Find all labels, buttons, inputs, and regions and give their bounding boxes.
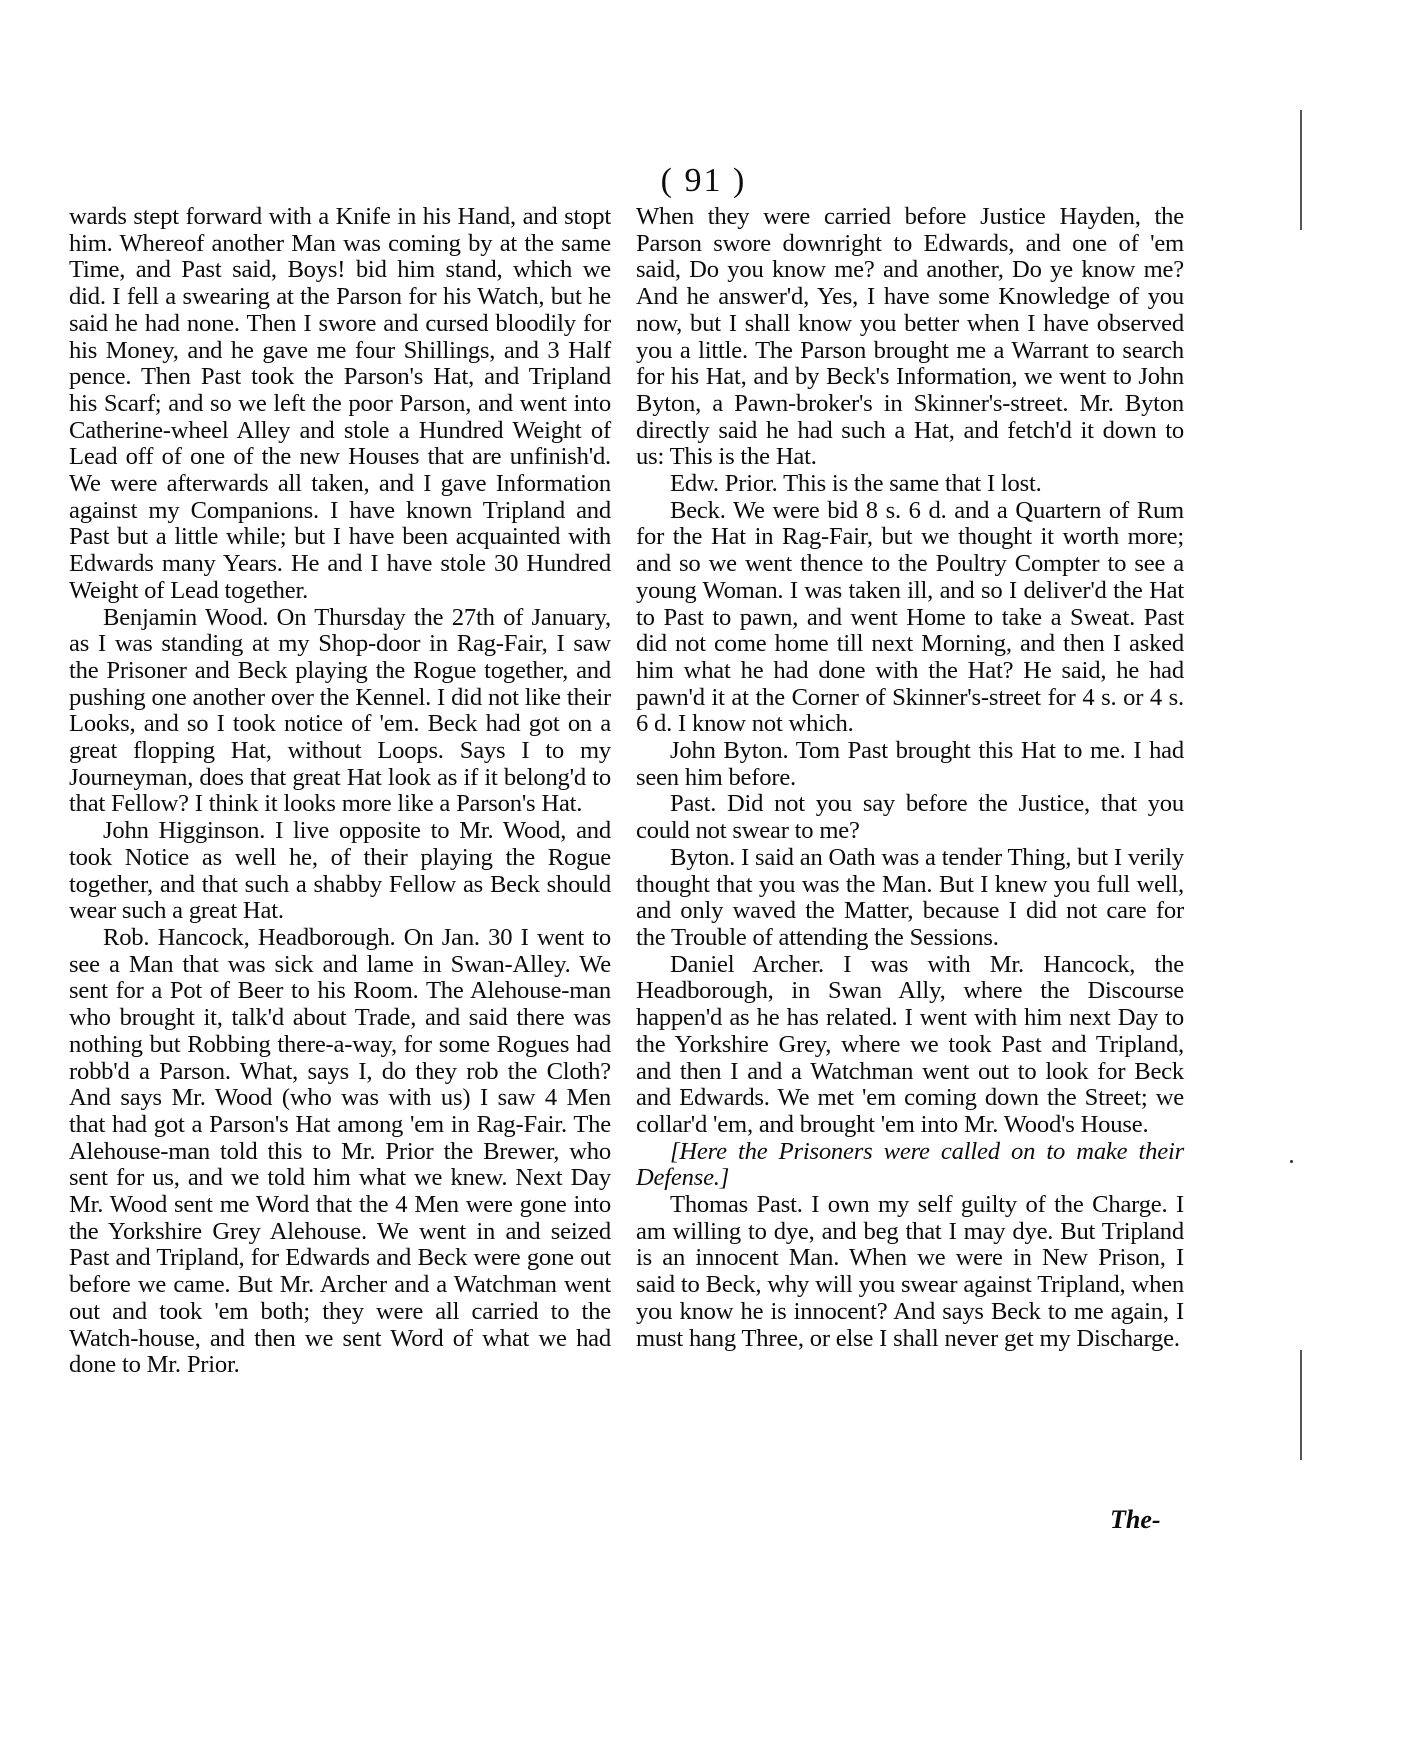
paragraph: Edw. Prior. This is the same that I lost. [670,470,1042,498]
paragraph: When they were carried before Justice Hayden, the Parson swore downright to Edwards, and one of 'em said, Do you know me? and another, Do ye know me? And he answer'd, Yes, I have some Knowledge of you now, but I shall know you better when I have observed you a little. The Parson brought me a Warrant to search for his Hat, and by Beck's Information, we went to John Byton, a Pawn-broker's in Skinner's-street. Mr. Byton directly said he had such a Hat, and fetch'd it down to us: This is the Hat. [636,203,1184,471]
paragraph: Rob. Hancock, Headborough. On Jan. 30 I went to see a Man that was sick and lame in Swan-Alley. We sent for a Pot of Beer to his Room. The Alehouse-man who brought it, talk'd about Trade, and said there was nothing but Robbing there-a-way, for some Rogues had robb'd a Parson. What, says I, do they rob the Cloth? And says Mr. Wood (who was with us) I saw 4 Men that had got a Parson's Hat among 'em in Rag-Fair. The Alehouse-man told this to Mr. Prior the Brewer, who sent for us, and we told him what we knew. Next Day Mr. Wood sent me Word that the 4 Men were gone into the Yorkshire Grey Alehouse. We went in and seized Past and Tripland, for Edwards and Beck were gone out before we came. But Mr. Archer and a Watchman went out and took 'em both; they were all carried to the Watch-house, and then we sent Word of what we had done to Mr. Prior. [69,923,611,1379]
scan-artifact [1290,1160,1293,1163]
paragraph: John Byton. Tom Past brought this Hat to me. I had seen him before. [636,737,1184,791]
page-number: ( 91 ) [660,162,747,199]
left-column [69,204,611,1379]
paragraph: [Here the Prisoners were called on to make their Defense.] [636,1137,1184,1192]
scan-artifact [1300,1350,1302,1460]
paragraph: Daniel Archer. I was with Mr. Hancock, the Headborough, in Swan Ally, where the Discourse happen'd as he has related. I went with him next Day to the Yorkshire Grey, where we took Past and Tripland, and then I and a Watchman went out to look for Beck and Edwards. We met 'em coming down the Street; we collar'd 'em, and brought 'em into Mr. Wood's House. [636,950,1184,1138]
right-column [636,204,1184,1352]
paragraph: Thomas Past. I own my self guilty of the Charge. I am willing to dye, and beg that I may dye. But Tripland is an innocent Man. When we were in New Prison, I said to Beck, why will you swear against Tripland, when you know he is innocent? And says Beck to me again, I must hang Three, or else I shall never get my Discharge. [636,1191,1184,1352]
paragraph: Past. Did not you say before the Justice, that you could not swear to me? [636,790,1184,845]
catchword: The- [1110,1505,1161,1534]
paragraph: John Higginson. I live opposite to Mr. Wood, and took Notice as well he, of their playing the Rogue together, and that such a shabby Fellow as Beck should wear such a great Hat. [69,817,611,925]
scan-artifact [1300,110,1302,230]
paragraph: Beck. We were bid 8 s. 6 d. and a Quartern of Rum for the Hat in Rag-Fair, but we thought it worth more; and so we went thence to the Poultry Compter to see a young Woman. I was taken ill, and so I deliver'd the Hat to Past to pawn, and went Home to take a Sweat. Past did not come home till next Morning, and then I asked him what he had done with the Hat? He said, he had pawn'd it at the Corner of Skinner's-street for 4 s. or 4 s. 6 d. I know not which. [636,496,1184,738]
paragraph: Byton. I said an Oath was a tender Thing, but I verily thought that you was the Man. But I knew you full well, and only waved the Matter, because I did not care for the Trouble of attending the Sessions. [636,843,1184,951]
paragraph: wards stept forward with a Knife in his Hand, and stopt him. Whereof another Man was coming by at the same Time, and Past said, Boys! bid him stand, which we did. I fell a swearing at the Parson for his Watch, but he said he had none. Then I swore and cursed bloodily for his Money, and he gave me four Shillings, and 3 Half pence. Then Past took the Parson's Hat, and Tripland his Scarf; and so we left the poor Parson, and went into Catherine-wheel Alley and stole a Hundred Weight of Lead off of one of the new Houses that are unfinish'd. We were afterwards all taken, and I gave Information against my Companions. I have known Tripland and Past but a little while; but I have been acquainted with Edwards many Years. He and I have stole 30 Hundred Weight of Lead together. [69,203,611,604]
paragraph: Benjamin Wood. On Thursday the 27th of January, as I was standing at my Shop-door in Rag-Fair, I saw the Prisoner and Beck playing the Rogue together, and pushing one another over the Kennel. I did not like their Looks, and so I took notice of 'em. Beck had got on a great flopping Hat, without Loops. Says I to my Journeyman, does that great Hat look as if it belong'd to that Fellow? I think it looks more like a Parson's Hat. [69,603,611,818]
